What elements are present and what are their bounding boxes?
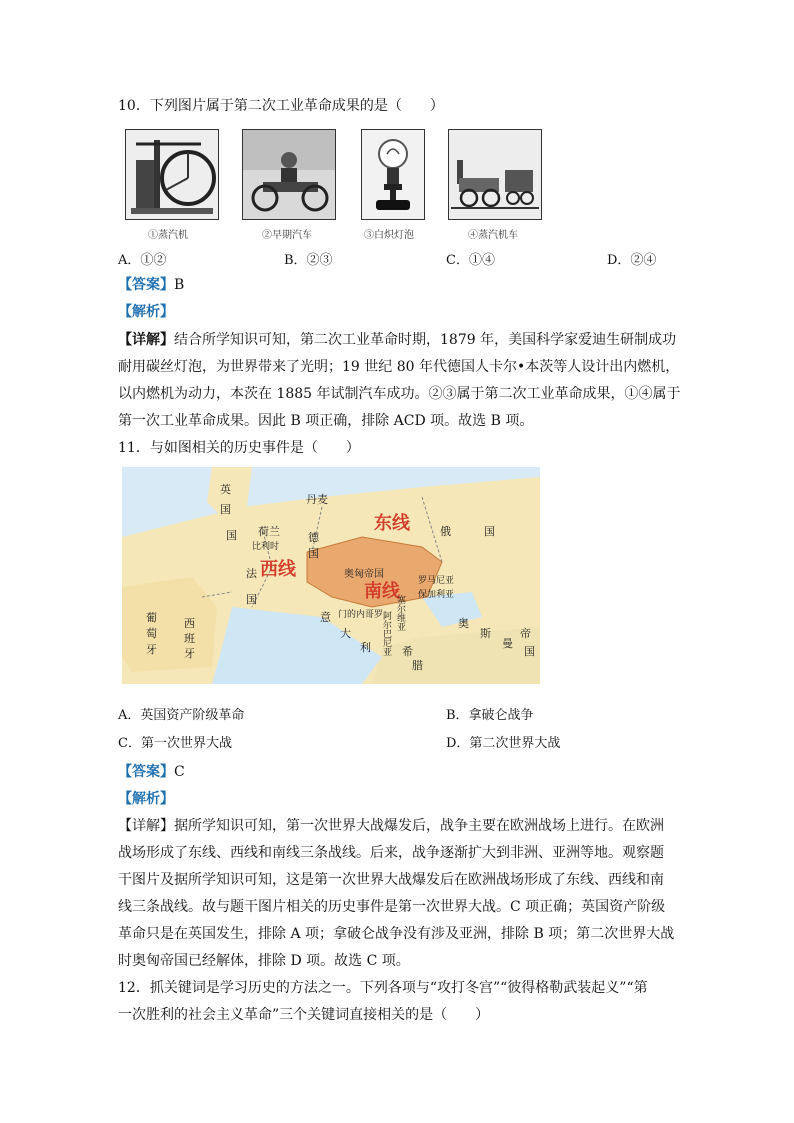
q12-stem-line-1: 12．抓关键词是学习历史的方法之一。下列各项与“攻打冬宫”“彼得格勒武装起义”“第 [118, 980, 648, 996]
q11-option-a[interactable]: A．英国资产阶级革命 [118, 708, 245, 723]
q12-stem-line-2: 一次胜利的社会主义革命”三个关键词直接相关的是（ ） [118, 1007, 490, 1023]
map-label: 国 [246, 593, 257, 606]
q11-detail-line-2: 战场形成了东线、西线和南线三条战线。后来，战争逐渐扩大到非洲、亚洲等地。观察题 [118, 845, 664, 861]
caption-1: ①蒸汽机 [148, 230, 188, 241]
q11-detail-line-1 [118, 816, 664, 836]
q10-detail-line-2: 耐用碳丝灯泡，为世界带来了光明；19 世纪 80 年代德国人卡尔•本茨等人设计出内燃机， [118, 359, 680, 375]
caption-3: ③白炽灯泡 [364, 230, 414, 241]
q11-option-d[interactable]: D．第二次世界大战 [446, 736, 561, 751]
map-label: 国 [484, 525, 495, 538]
map-label: 奥匈帝国 [344, 569, 384, 580]
analysis-tag: 【解析】 [118, 791, 174, 807]
steam-engine-image [125, 129, 219, 220]
west-front-label: 西线 [260, 559, 296, 580]
q11-stem: 11．与如图相关的历史事件是（ ） [118, 440, 360, 456]
q10-option-d[interactable]: D．②④ [607, 253, 657, 268]
analysis-tag: 【解析】 [118, 304, 174, 320]
locomotive-image [448, 129, 542, 220]
q10-detail-line-1 [118, 330, 676, 350]
q11-detail-line-3: 干图片及据所学知识可知，这是第一次世界大战爆发后在欧洲战场形成了东线、西线和南 [118, 872, 664, 888]
map-label: 西 [184, 617, 195, 630]
q11-detail-line-5: 革命只是在英国发生，排除 A 项；拿破仑战争没有涉及亚洲，排除 B 项；第二次世界大战 [118, 926, 675, 942]
q11-option-c[interactable]: C．第一次世界大战 [118, 736, 232, 751]
q11-analysis-tag [118, 789, 174, 809]
detail-tag: 【详解】 [118, 818, 174, 834]
q10-analysis-tag [118, 302, 174, 322]
light-bulb-image [361, 129, 425, 220]
map-label: 俄 [440, 525, 451, 538]
answer-value: C [174, 764, 185, 780]
q11-detail-line-4: 线三条战线。故与题干图片相关的历史事件是第一次世界大战。C 项正确；英国资产阶级 [118, 899, 666, 915]
map-label: 国 [220, 503, 231, 516]
q10-detail-line-3: 以内燃机为动力，本茨在 1885 年试制汽车成功。②③属于第二次工业革命成果，①④属于 [118, 386, 681, 402]
map-label: 德 [308, 531, 319, 544]
q11-detail-line-6: 时奥匈帝国已经解体，排除 D 项。故选 C 项。 [118, 953, 410, 969]
map-label: 英 [220, 483, 231, 496]
map-label: 意 [320, 611, 331, 624]
map-label: 阿尔巴尼亚 [381, 611, 391, 656]
map-label: 利 [360, 641, 371, 654]
map-label: 班 [184, 632, 195, 645]
q11-option-b[interactable]: B．拿破仑战争 [446, 708, 534, 723]
map-label: 萄 [146, 627, 157, 640]
map-label: 国 [226, 529, 237, 542]
map-label: 大 [340, 627, 351, 640]
map-label: 希 [402, 645, 413, 658]
south-front-label: 南线 [364, 581, 400, 602]
map-label: 斯 [480, 627, 491, 640]
caption-4: ④蒸汽机车 [468, 230, 518, 241]
answer-value: B [174, 277, 185, 293]
q10-option-b[interactable]: B．②③ [284, 253, 333, 268]
map-label: 保加利亚 [418, 590, 455, 600]
map-label: 牙 [146, 643, 157, 656]
map-label: 丹麦 [306, 493, 328, 506]
map-label: 牙 [184, 647, 195, 660]
map-label: 比利时 [252, 542, 280, 552]
caption-2: ②早期汽车 [262, 230, 312, 241]
ww1-europe-map [122, 467, 540, 684]
q10-option-c[interactable]: C．①④ [446, 253, 495, 268]
answer-tag: 【答案】 [118, 764, 174, 780]
q11-answer [118, 762, 185, 782]
q10-detail-line-4: 第一次工业革命成果。因此 B 项正确，排除 ACD 项。故选 B 项。 [118, 413, 534, 429]
map-label: 法 [246, 567, 257, 580]
map-label: 国 [308, 547, 319, 560]
q10-option-a[interactable]: A．①② [118, 253, 167, 268]
map-label: 门的内哥罗 [338, 610, 384, 620]
east-front-label: 东线 [374, 513, 410, 534]
map-label: 奥 [458, 617, 469, 630]
early-car-image [242, 129, 336, 220]
map-label: 塞尔维亚 [395, 595, 405, 631]
map-label: 罗马尼亚 [418, 576, 455, 586]
detail-text: 结合所学知识可知，第二次工业革命时期，1879 年，美国科学家爱迪生研制成功 [174, 332, 677, 348]
map-label: 帝 [520, 627, 531, 640]
q10-stem: 10．下列图片属于第二次工业革命成果的是（ ） [118, 98, 444, 114]
answer-tag: 【答案】 [118, 277, 174, 293]
map-label: 腊 [412, 659, 423, 672]
map-label: 葡 [146, 611, 157, 624]
detail-text: 据所学知识可知，第一次世界大战爆发后，战争主要在欧洲战场上进行。在欧洲 [174, 818, 664, 834]
q10-answer [118, 275, 184, 295]
map-label: 曼 [502, 637, 513, 650]
detail-tag: 【详解】 [118, 332, 174, 348]
map-label: 荷兰 [258, 525, 280, 538]
map-label: 国 [524, 645, 535, 658]
